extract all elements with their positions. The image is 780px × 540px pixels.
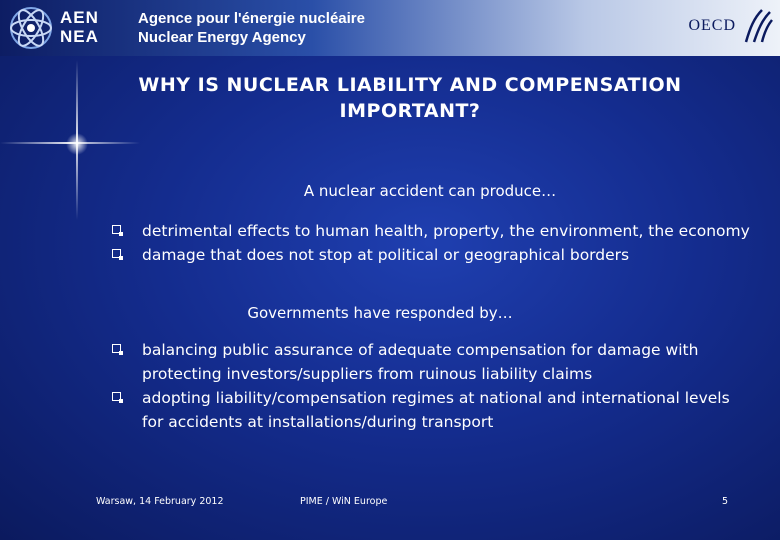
section2-list [112, 338, 752, 434]
list-item-text: balancing public assurance of adequate compensation for damage with protecting investors/suppliers from ruinous liability claims [142, 341, 699, 383]
list-item-text: detrimental effects to human health, property, the environment, the economy [142, 222, 750, 240]
list-item-text: damage that does not stop at political or geographical borders [142, 246, 630, 264]
list-item [112, 219, 752, 243]
slide-title: WHY IS NUCLEAR LIABILITY AND COMPENSATION IMPORTANT? [138, 74, 682, 122]
nea-label: NEA [60, 27, 99, 46]
square-bullet-icon [112, 392, 121, 401]
list-item [112, 243, 752, 267]
square-bullet-icon [112, 225, 121, 234]
agency-name-french: Agence pour l'énergie nucléaire [138, 10, 365, 27]
section2-heading: Governments have responded by… [247, 304, 513, 322]
aen-nea-wordmark [60, 8, 99, 46]
oecd-logo-icon [740, 6, 774, 46]
oecd-label: OECD [688, 17, 736, 34]
page-number: 5 [722, 496, 729, 507]
footer-date: Warsaw, 14 February 2012 [96, 496, 224, 507]
aen-label: AEN [60, 8, 99, 27]
light-flare-glow [66, 133, 88, 155]
section1-list [112, 219, 752, 267]
square-bullet-icon [112, 344, 121, 353]
square-bullet-icon [112, 249, 121, 258]
oecd-logo [678, 4, 774, 48]
list-item-text: adopting liability/compensation regimes at national and international levels for accidents at installations/during transport [142, 389, 730, 431]
section1-heading: A nuclear accident can produce… [303, 182, 557, 200]
aen-nea-logo-icon [6, 4, 56, 52]
list-item [112, 386, 752, 434]
header-banner [0, 0, 780, 56]
agency-name-english: Nuclear Energy Agency [138, 29, 306, 46]
list-item [112, 338, 752, 386]
footer-event: PIME / WiN Europe [300, 496, 388, 507]
